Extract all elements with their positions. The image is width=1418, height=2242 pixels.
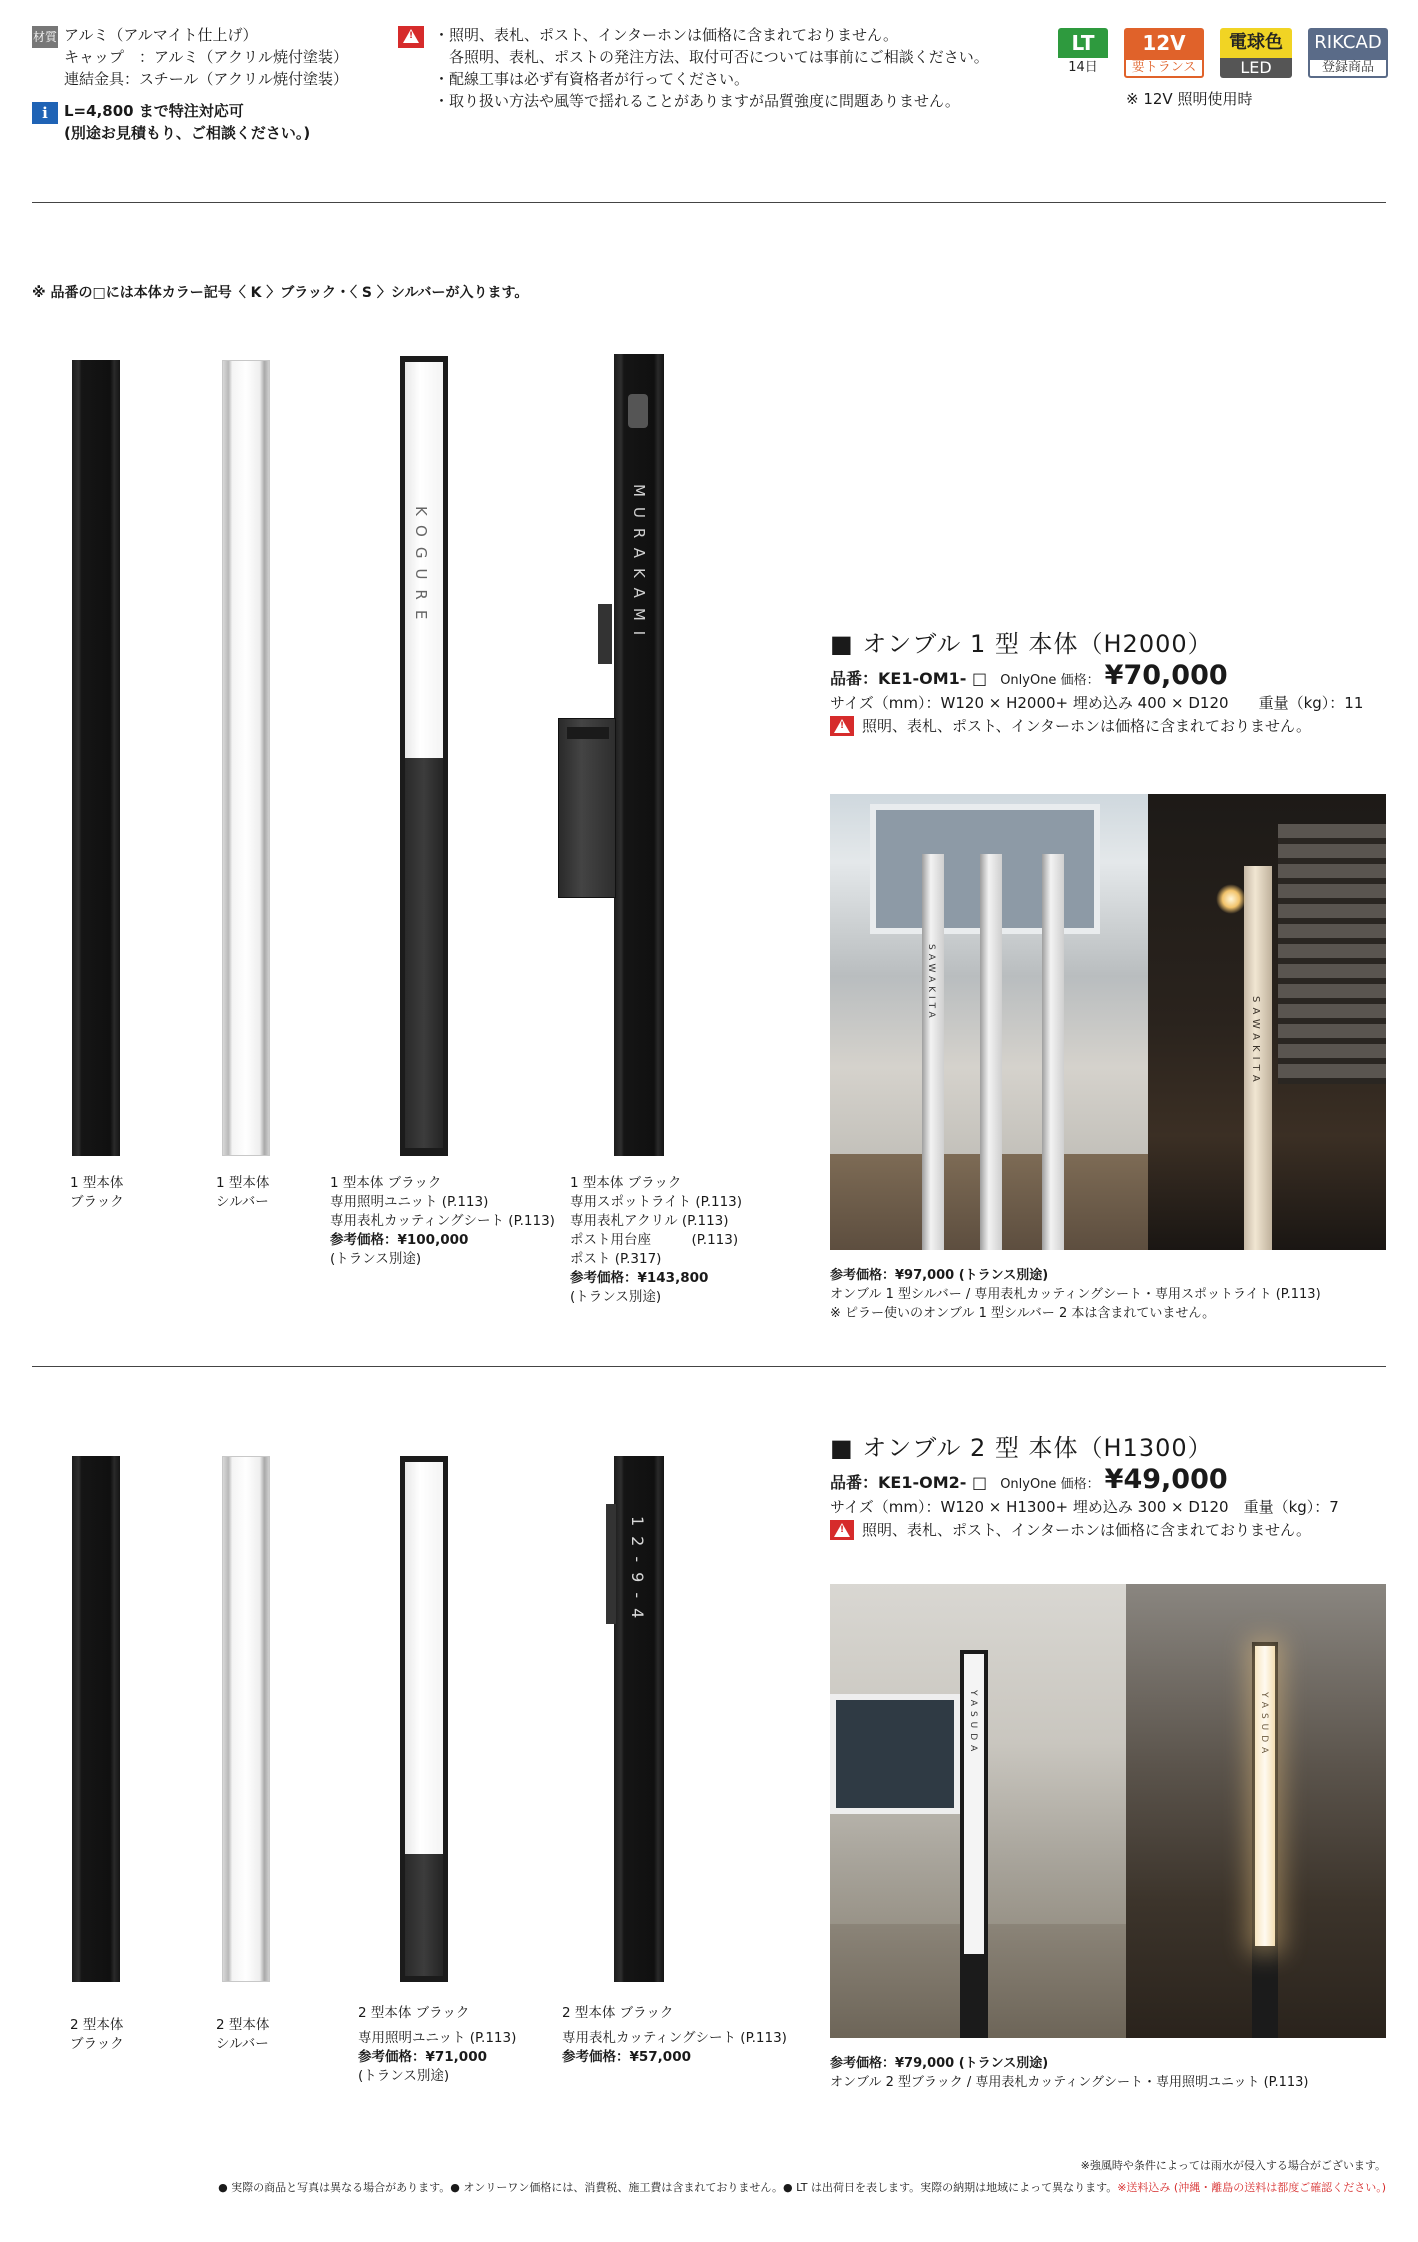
footer-line: ● 実際の商品と写真は異なる場合があります。● オンリーワン価格には、消費税、施工費は含まれておりません。● LT は出荷日を表します。実際の納期は地域によって異なります。 [218,2181,1118,2194]
photo-night-type2 [1126,1584,1386,2038]
photo-caption-line: オンブル 2 型ブラック / 専用表札カッティングシート・専用照明ユニット (P.113) [830,2075,1309,2090]
product-code: 品番：KE1-OM1- □ [830,669,988,688]
caption-line: 2 型本体 [70,2017,124,2033]
info-icon: i [32,102,58,124]
color-code-note: ※ 品番の□には本体カラー記号〈 K 〉ブラック・〈 S 〉シルバーが入ります。 [32,285,529,301]
warning-line: ・取り扱い方法や風等で揺れることがありますが品質強度に問題ありません。 [434,92,960,110]
warning-line: ・配線工事は必ず有資格者が行ってください。 [434,70,750,88]
price-label: OnlyOne 価格： [1000,673,1100,688]
caption-line: 2 型本体 ブラック [358,2005,470,2021]
caption-line: ブラック [70,2036,124,2052]
caption-line: 1 型本体 ブラック [570,1175,682,1191]
caption-line: (トランス別途) [330,1251,422,1267]
rikcad-badge-bottom: 登録商品 [1308,58,1388,78]
caption-line: シルバー [216,2036,269,2052]
bulb-badge [1220,28,1292,78]
caption-price: 参考価格：¥100,000 [330,1232,469,1248]
warnings-block [434,24,989,112]
photo-nameplate-text: SAWAKITA [926,944,936,1022]
materials-block [64,24,348,90]
price-value: ¥49,000 [1104,1464,1228,1495]
footer-shipping-note: ※送料込み (沖縄・離島の送料は都度ご確認ください。) [1117,2181,1386,2194]
post-nameplate-text: KOGURE [412,506,430,630]
warning-line: ・照明、表札、ポスト、インターホンは価格に含まれておりません。 [434,26,898,44]
caption-line: 2 型本体 ブラック [562,2005,674,2021]
info-block [64,100,310,144]
post-type1-black [72,360,120,1156]
caption-line: (トランス別途) [358,2068,450,2084]
caption-line: 専用表札カッティングシート (P.113) [562,2030,787,2046]
window-icon [830,1694,960,1814]
footer-notes [218,2180,1386,2196]
caption-type1-light [330,1174,555,1269]
caption-line: 専用照明ユニット (P.113) [330,1194,489,1210]
post-type1-silver [222,360,270,1156]
caption-type1-black [70,1174,124,1212]
post-lower-body [405,1854,443,1976]
section2-warning: 照明、表札、ポスト、インターホンは価格に含まれておりません。 [862,1521,1311,1539]
spotlight-glow [1216,884,1246,914]
silver-pillar [980,854,1002,1250]
footer-rain-note: ※強風時や条件によっては雨水が侵入する場合がございます。 [1080,2159,1386,2172]
caption-line: シルバー [216,1194,269,1210]
lt-badge-bottom: 14日 [1068,60,1098,75]
silver-pillar [1042,854,1064,1250]
rikcad-badge-top: RIKCAD [1308,28,1388,58]
warning-icon [830,716,854,736]
caption-line: 専用表札アクリル (P.113) [570,1213,729,1229]
photo-day-type2 [830,1584,1126,2038]
black-pillar-lit [1252,1642,1278,2038]
voltage-badge [1124,28,1204,78]
fence [1278,824,1386,1084]
caption-line: 専用スポットライト (P.113) [570,1194,743,1210]
photo-caption-line: オンブル 1 型シルバー / 専用表札カッティングシート・専用スポットライト (P.113) [830,1287,1321,1302]
caption-line: 専用表札カッティングシート (P.113) [330,1213,555,1229]
section1-photo-caption [830,1266,1321,1323]
caption-line: ポスト用台座 (P.113) [570,1232,739,1248]
caption-line: 1 型本体 ブラック [330,1175,442,1191]
price-value: ¥70,000 [1104,660,1228,691]
material-line: キャップ ：アルミ（アクリル焼付塗装） [64,48,348,66]
photo-caption-line: ※ ピラー使いのオンブル 1 型シルバー 2 本は含まれていません。 [830,1306,1216,1321]
info-line: (別途お見積もり、ご相談ください。) [64,124,311,142]
product-code: 品番：KE1-OM2- □ [830,1473,988,1492]
section1-warning: 照明、表札、ポスト、インターホンは価格に含まれておりません。 [862,717,1311,735]
post-type2-black-light [400,1456,448,1982]
intercom-icon [598,604,612,664]
material-icon: 材質 [32,26,58,48]
caption-type2-black [70,2016,124,2054]
warning-line: 各照明、表札、ポストの発注方法、取付可否については事前にご相談ください。 [434,48,989,66]
caption-line: 1 型本体 [216,1175,270,1191]
caption-line: ポスト (P.317) [570,1251,662,1267]
post-type1-black-light [400,356,448,1156]
photo-caption-price: 参考価格：¥79,000 (トランス別途) [830,2056,1049,2071]
photo-nameplate-text: YASUDA [1259,1692,1269,1759]
section2-photo-caption [830,2054,1309,2092]
light-panel [1255,1646,1275,1946]
caption-type2-light [358,2004,516,2086]
photo-caption-price: 参考価格：¥97,000 (トランス別途) [830,1268,1049,1283]
caption-price: 参考価格：¥71,000 [358,2049,487,2065]
caption-type2-nameplate [562,2004,787,2067]
post-type2-silver [222,1456,270,1982]
light-panel [405,1462,443,1854]
post-type2-black-nameplate [614,1456,664,1982]
caption-type1-mailbox [570,1174,742,1307]
lt-badge [1058,28,1108,78]
caption-price: 参考価格：¥57,000 [562,2049,691,2065]
photo-nameplate-text: SAWAKITA [1250,996,1261,1087]
silver-pillar [922,854,944,1250]
post-lower-body [405,758,443,1148]
divider [32,202,1386,203]
bulb-badge-bottom: LED [1220,58,1292,78]
black-pillar [960,1650,988,2038]
rikcad-badge [1308,28,1388,78]
section2-title: ■ オンブル 2 型 本体（H1300） [830,1434,1213,1462]
voltage-badge-bottom: 要トランス [1124,58,1204,78]
voltage-badge-top: 12V [1124,28,1204,58]
silver-pillar-lit [1244,866,1272,1250]
caption-line: 専用照明ユニット (P.113) [358,2030,517,2046]
spotlight-icon [628,394,648,428]
caption-line: ブラック [70,1194,124,1210]
section1-size: サイズ（mm）：W120 × H2000+ 埋め込み 400 × D120 重量（kg）：11 [830,694,1364,712]
mailbox [558,718,616,898]
photo-day-type1 [830,794,1148,1250]
badge-note: ※ 12V 照明使用時 [1126,90,1253,108]
caption-type2-silver [216,2016,269,2054]
caption-line: 2 型本体 [216,2017,270,2033]
post-type1-black-mailbox [614,354,664,1156]
photo-nameplate-text: YASUDA [968,1690,978,1757]
photo-night-type1 [1148,794,1386,1250]
caption-type1-silver [216,1174,269,1212]
section2-size: サイズ（mm）：W120 × H1300+ 埋め込み 300 × D120 重量（kg）：7 [830,1498,1339,1516]
bulb-badge-top: 電球色 [1220,28,1292,58]
material-line: 連結金具：スチール（アクリル焼付塗装） [64,70,348,88]
info-line: L=4,800 まで特注対応可 [64,102,244,120]
post-nameplate-text: 12-9-4 [628,1516,647,1629]
post-nameplate-text: MURAKAMI [630,484,648,646]
post-type2-black [72,1456,120,1982]
price-label: OnlyOne 価格： [1000,1477,1100,1492]
warning-icon [398,26,424,48]
lt-badge-top: LT [1058,28,1108,58]
caption-price: 参考価格：¥143,800 [570,1270,709,1286]
mailbox-slot [567,727,609,739]
material-line: アルミ（アルマイト仕上げ） [64,26,258,44]
caption-line: (トランス別途) [570,1289,662,1305]
divider [32,1366,1386,1367]
warning-icon [830,1520,854,1540]
section1-title: ■ オンブル 1 型 本体（H2000） [830,630,1213,658]
intercom-icon [606,1504,616,1624]
caption-line: 1 型本体 [70,1175,124,1191]
